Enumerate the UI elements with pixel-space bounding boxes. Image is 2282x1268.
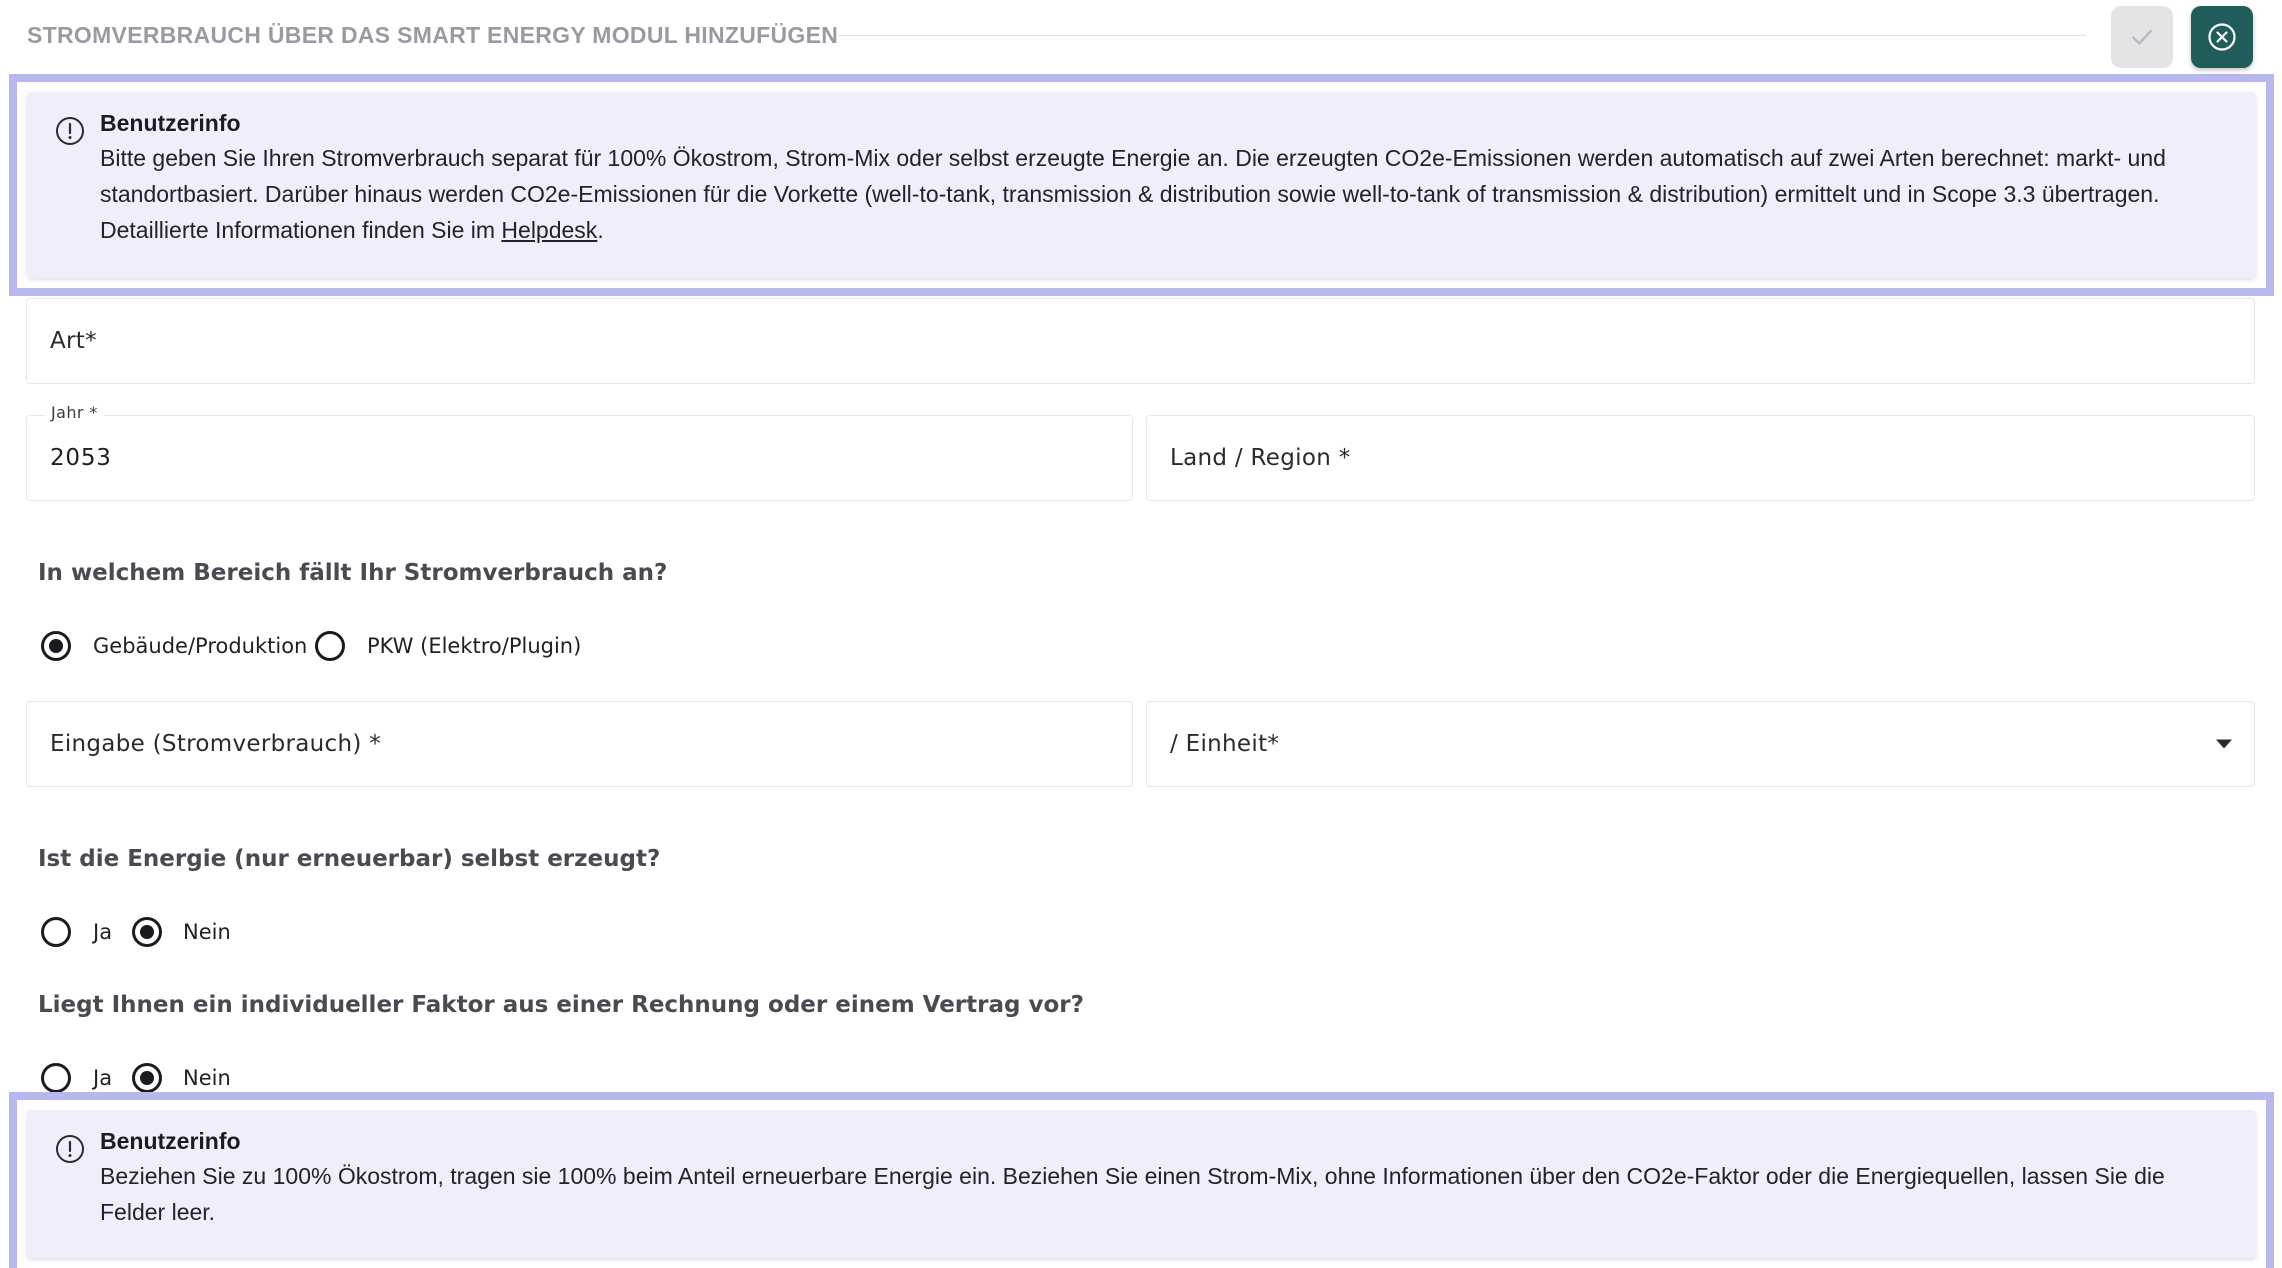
close-circle-icon [2206,21,2238,53]
radio-selbst-ja-label[interactable]: Ja [93,920,113,944]
einheit-select[interactable] [1146,701,2255,787]
confirm-button[interactable] [2111,6,2173,68]
radio-pkw-elektro-plugin[interactable] [315,631,345,661]
close-button[interactable] [2191,6,2253,68]
user-info-box-bottom [27,1110,2256,1258]
dialog-title: STROMVERBRAUCH ÜBER DAS SMART ENERGY MODUL HINZUFÜGEN [27,22,839,48]
radio-faktor-nein[interactable] [132,1063,162,1093]
radio-gebaeude-produktion[interactable] [41,631,71,661]
bereich-question: In welchem Bereich fällt Ihr Stromverbrauch an? [38,560,668,586]
info-icon [55,1134,85,1164]
header-divider [838,35,2086,36]
region-label: Land / Region * [1170,445,1351,471]
art-label: Art* [50,328,97,354]
user-info-text: Beziehen Sie zu 100% Ökostrom, tragen sie 100% beim Anteil erneuerbare Energie ein. Beziehen Sie einen Strom-Mix, ohne Informationen über den CO2e-Faktor oder die Energiequellen, lassen Sie die Felder leer. [100,1163,2165,1225]
radio-faktor-ja[interactable] [41,1063,71,1093]
jahr-label: Jahr * [45,403,104,422]
radio-faktor-ja-label[interactable]: Ja [93,1066,113,1090]
radio-selbst-nein[interactable] [132,917,162,947]
user-info-title: Benutzerinfo [100,110,241,136]
eingabe-stromverbrauch-input[interactable] [26,701,1133,787]
user-info-body: Bitte geben Sie Ihren Stromverbrauch separat für 100% Ökostrom, Strom-Mix oder selbst erzeugte Energie an. Die erzeugten CO2e-Emissionen werden automatisch auf zwei Arten berechnet: markt- und standortbasiert. Darüber hinaus werden CO2e-Emissionen für die Vorkette (well-to-tank, transmission & distribution sowie well-to-tank of transmission & distribution) ermittelt und in Scope 3.3 übertragen. Detaillierte Informationen finden Sie im [100,145,2166,243]
user-info-title: Benutzerinfo [100,1128,241,1154]
radio-faktor-nein-label[interactable]: Nein [183,1066,231,1090]
faktor-question: Liegt Ihnen ein individueller Faktor aus einer Rechnung oder einem Vertrag vor? [38,992,1084,1018]
radio-pkw-elektro-plugin-label[interactable]: PKW (Elektro/Plugin) [367,634,582,658]
user-info-frame-top [9,74,2274,296]
art-select[interactable] [26,298,2255,384]
user-info-suffix: . [597,217,604,243]
jahr-input[interactable] [26,403,1133,501]
info-icon [55,116,85,146]
user-info-frame-bottom [9,1092,2274,1268]
eingabe-label: Eingabe (Stromverbrauch) * [50,731,382,757]
region-select[interactable] [1146,415,2255,501]
check-icon [2129,24,2155,50]
einheit-label: / Einheit* [1170,731,1280,757]
user-info-text [100,140,2216,248]
jahr-value: 2053 [50,445,112,471]
selbst-erzeugt-question: Ist die Energie (nur erneuerbar) selbst erzeugt? [38,846,661,872]
helpdesk-link[interactable]: Helpdesk [501,217,598,243]
radio-selbst-nein-label[interactable]: Nein [183,920,231,944]
radio-gebaeude-produktion-label[interactable]: Gebäude/Produktion [93,634,308,658]
chevron-down-icon[interactable] [2216,740,2232,749]
radio-selbst-ja[interactable] [41,917,71,947]
user-info-box-top [27,92,2256,278]
